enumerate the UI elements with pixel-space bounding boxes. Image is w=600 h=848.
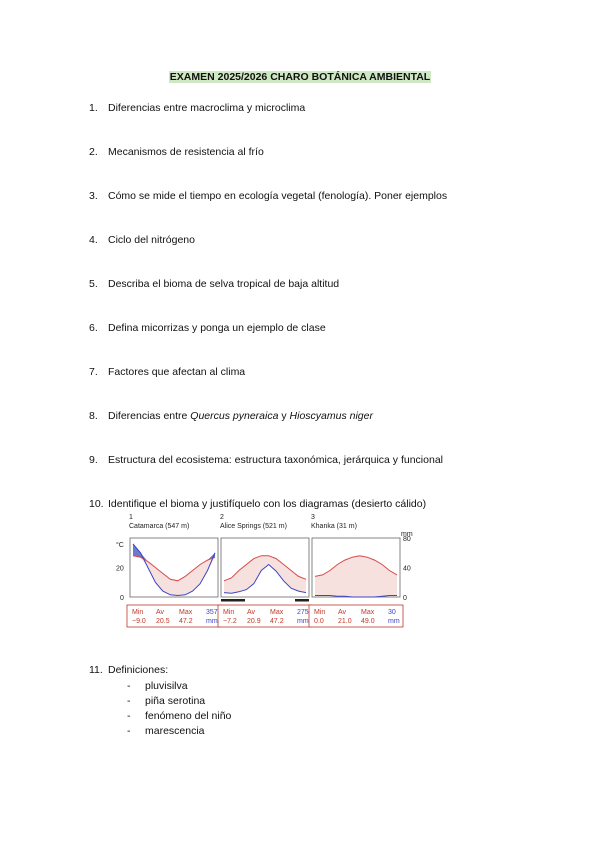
- summary-max: 49.0: [361, 618, 375, 625]
- question-11: 11. Definiciones:: [89, 664, 169, 676]
- question-3: 3. Cómo se mide el tiempo en ecología vegetal (fenología). Poner ejemplos: [89, 190, 448, 202]
- question-9: 9. Estructura del ecosistema: estructura taxonómica, jerárquica y funcional: [89, 454, 443, 466]
- definition-item: - fenómeno del niño: [127, 710, 232, 722]
- y-left-label: °C: [116, 542, 124, 549]
- y-right-label: mm: [401, 531, 413, 538]
- definitions-list: [127, 679, 231, 739]
- frost-bar: [295, 599, 309, 602]
- question-10: 10. Identifique el bioma y justifíquelo con los diagramas (desierto cálido): [89, 498, 427, 510]
- summary-av: 20.9: [247, 618, 261, 625]
- y-right-tick: 40: [403, 565, 411, 573]
- y-left-tick: 0: [120, 595, 124, 602]
- definition-item: - marescencia: [127, 725, 205, 737]
- summary-av: 20.5: [156, 618, 170, 625]
- y-right-tick: 80: [403, 536, 411, 543]
- summary-total: 30: [388, 609, 396, 616]
- summary-min-label: Min: [132, 609, 144, 616]
- summary-min-label: Min: [223, 609, 235, 616]
- panel-index: 3: [311, 514, 315, 521]
- summary-min: 0.0: [314, 618, 324, 625]
- summary-max-label: Max: [270, 609, 284, 616]
- question-7: 7. Factores que afectan al clima: [89, 366, 246, 378]
- summary-av-label: Av: [247, 609, 256, 616]
- climate-diagrams-svg: [115, 513, 415, 633]
- summary-av-label: Av: [338, 609, 347, 616]
- y-left-tick: 20: [116, 565, 124, 573]
- summary-max: 47.2: [179, 618, 193, 625]
- summary-total: 357: [206, 609, 218, 616]
- species-1: Quercus pyneraica: [190, 410, 279, 422]
- panel-index: 1: [129, 514, 133, 521]
- question-4: 4. Ciclo del nitrógeno: [89, 234, 195, 246]
- question-2: 2. Mecanismos de resistencia al frío: [89, 146, 264, 158]
- summary-av: 21.0: [338, 618, 352, 625]
- definition-item: - piña serotina: [127, 695, 206, 707]
- species-2: Hioscyamus niger: [289, 410, 373, 422]
- climate-diagrams: [115, 513, 415, 633]
- summary-av-label: Av: [156, 609, 165, 616]
- summary-min: −7.2: [223, 618, 237, 625]
- y-right-tick: 0: [403, 595, 407, 602]
- question-5: 5. Describa el bioma de selva tropical de baja altitud: [89, 278, 340, 290]
- summary-unit: mm: [297, 618, 309, 625]
- summary-max-label: Max: [179, 609, 193, 616]
- question-8: 8. Diferencias entre Quercus pyneraica y Hioscyamus niger: [89, 410, 373, 422]
- exam-title: EXAMEN 2025/2026 CHARO BOTÁNICA AMBIENTAL: [169, 71, 431, 83]
- panel-index: 2: [220, 514, 224, 521]
- summary-min: −9.0: [132, 618, 146, 625]
- summary-total: 275: [297, 609, 309, 616]
- summary-max-label: Max: [361, 609, 375, 616]
- station-label: Catamarca (547 m): [129, 523, 190, 530]
- frost-bar: [221, 599, 245, 602]
- summary-unit: mm: [206, 618, 218, 625]
- station-label: Alice Springs (521 m): [220, 523, 287, 530]
- definition-item: - pluvisilva: [127, 680, 188, 692]
- summary-max: 47.2: [270, 618, 284, 625]
- summary-unit: mm: [388, 618, 400, 625]
- station-label: Khanka (31 m): [311, 523, 357, 530]
- question-6: 6. Defina micorrizas y ponga un ejemplo de clase: [89, 322, 326, 334]
- summary-min-label: Min: [314, 609, 326, 616]
- question-1: 1. Diferencias entre macroclima y microclima: [89, 102, 306, 114]
